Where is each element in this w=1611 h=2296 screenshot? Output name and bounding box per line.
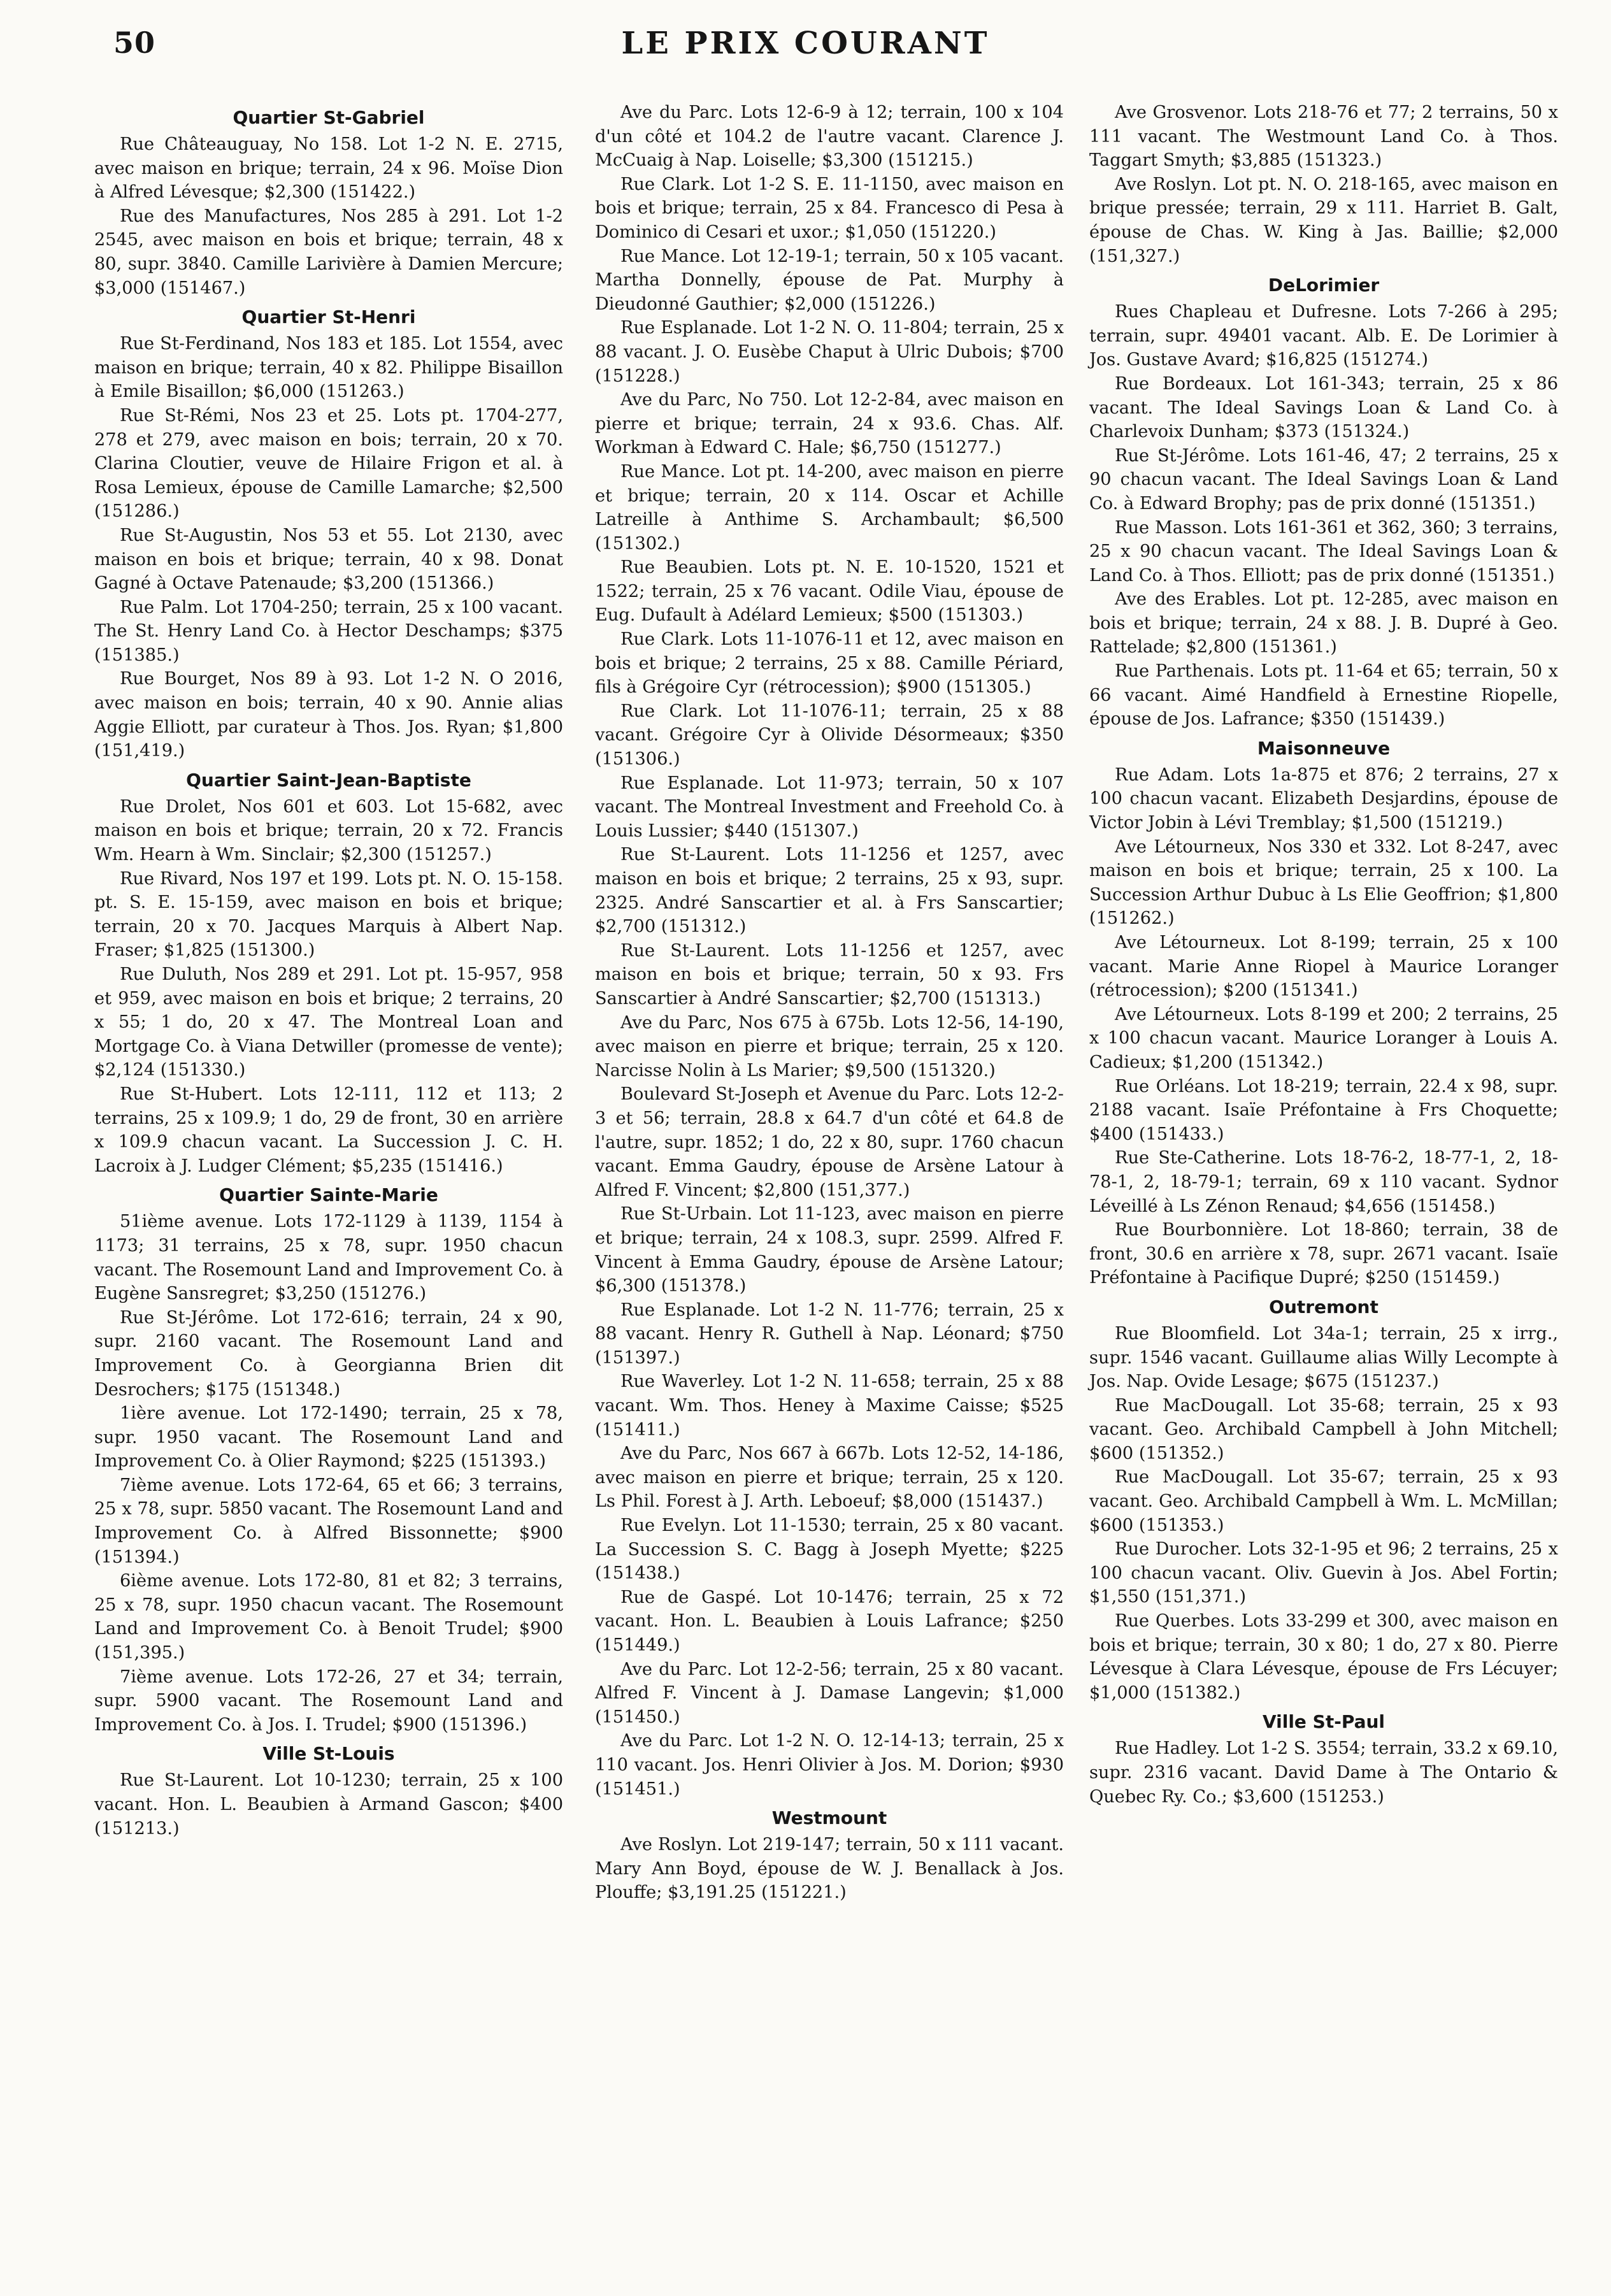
section-heading: DeLorimier <box>1268 275 1380 296</box>
listing-entry: Rue Châteauguay, No 158. Lot 1-2 N. E. 2715, avec maison en brique; terrain, 24 x 96. Moïse Dion à Alfred Lévesque; $2,300 (151422.) <box>94 134 563 203</box>
section-heading: Outremont <box>1269 1296 1378 1317</box>
section-heading: Ville St-Louis <box>262 1743 395 1765</box>
listing-entry: Rue Bourbonnière. Lot 18-860; terrain, 38 de front, 30.6 en arrière x 78, supr. 2671 vacant. Isaïe Préfontaine à Pacifique Dupré; $250 (151459.) <box>1089 1220 1558 1288</box>
listing-entry: Ave Létourneux. Lot 8-199; terrain, 25 x 100 vacant. Marie Anne Riopel à Maurice Loranger (rétrocession); $200 (151341.) <box>1089 933 1558 1001</box>
listing-entry: Rue Waverley. Lot 1-2 N. 11-658; terrain, 25 x 88 vacant. Wm. Thos. Heney à Maxime Caisse; $525 (151411.) <box>595 1372 1064 1440</box>
listing-entry: Rue de Gaspé. Lot 10-1476; terrain, 25 x 72 vacant. Hon. L. Beaubien à Louis Lafrance; $250 (151449.) <box>595 1587 1064 1655</box>
listing-entry: Rue Bordeaux. Lot 161-343; terrain, 25 x 86 vacant. The Ideal Savings Loan & Land Co. à Charlevoix Dunham; $373 (151324.) <box>1089 373 1558 442</box>
listing-entry: Rue Mance. Lot pt. 14-200, avec maison en pierre et brique; terrain, 20 x 114. Oscar et Achille Latreille à Anthime S. Archambault; $6,500 (151302.) <box>595 461 1064 554</box>
listing-entry: Rue MacDougall. Lot 35-67; terrain, 25 x 93 vacant. Geo. Archibald Campbell à Wm. L. McMillan; $600 (151353.) <box>1089 1467 1558 1535</box>
listing-entry: 7ième avenue. Lots 172-64, 65 et 66; 3 terrains, 25 x 78, supr. 5850 vacant. The Rosemount Land and Improvement Co. à Alfred Bissonnette; $900 (151394.) <box>94 1475 563 1567</box>
section-heading: Quartier Saint-Jean-Baptiste <box>186 769 471 791</box>
page-number: 50 <box>113 25 156 60</box>
listing-entry: Rue Masson. Lots 161-361 et 362, 360; 3 terrains, 25 x 90 chacun vacant. The Ideal Savings Loan & Land Co. à Thos. Elliott; pas de prix donné (151351.) <box>1089 517 1558 585</box>
listing-entry: Rue St-Rémi, Nos 23 et 25. Lots pt. 1704-277, 278 et 279, avec maison en bois; terrain, 20 x 70. Clarina Cloutier, veuve de Hilaire Frigon et al. à Rosa Lemieux, épouse de Camille Lamarche; $2,500 (151286.) <box>94 405 563 522</box>
listing-entry: Rue St-Jérôme. Lots 161-46, 47; 2 terrains, 25 x 90 chacun vacant. The Ideal Savings Loan & Land Co. à Edward Brophy; pas de prix donné (151351.) <box>1089 445 1558 513</box>
listing-entry: Ave Létourneux, Nos 330 et 332. Lot 8-247, avec maison en bois et brique; terrain, 25 x 100. La Succession Arthur Dubuc à Ls Elie Geoffrion; $1,800 (151262.) <box>1089 836 1558 929</box>
listing-entry: Ave Grosvenor. Lots 218-76 et 77; 2 terrains, 50 x 111 vacant. The Westmount Land Co. à Thos. Taggart Smyth; $3,885 (151323.) <box>1089 103 1558 171</box>
listing-entry: Rue St-Ferdinand, Nos 183 et 185. Lot 1554, avec maison en brique; terrain, 40 x 82. Philippe Bisaillon à Emile Bisaillon; $6,000 (151263.) <box>94 334 563 402</box>
listing-entry: Rue Hadley. Lot 1-2 S. 3554; terrain, 33.2 x 69.10, supr. 2316 vacant. David Dame à The Ontario & Quebec Ry. Co.; $3,600 (151253.) <box>1089 1739 1558 1807</box>
listing-entry: Rue Esplanade. Lot 11-973; terrain, 50 x 107 vacant. The Montreal Investment and Freehold Co. à Louis Lussier; $440 (151307.) <box>595 773 1064 841</box>
listing-entry: Ave du Parc. Lot 1-2 N. O. 12-14-13; terrain, 25 x 110 vacant. Jos. Henri Olivier à Jos. M. Dorion; $930 (151451.) <box>595 1731 1064 1799</box>
listing-entry: 7ième avenue. Lots 172-26, 27 et 34; terrain, supr. 5900 vacant. The Rosemount Land and Improvement Co. à Jos. I. Trudel; $900 (151396.) <box>94 1667 563 1735</box>
listing-entry: Rue St-Laurent. Lots 11-1256 et 1257, avec maison en bois et brique; terrain, 50 x 93. Frs Sanscartier à André Sanscartier; $2,700 (151313.) <box>595 940 1064 1008</box>
listing-entry: Rue Bloomfield. Lot 34a-1; terrain, 25 x irrg., supr. 1546 vacant. Guillaume alias Willy Lecompte à Jos. Nap. Ovide Lesage; $675 (151237.) <box>1089 1323 1558 1392</box>
listing-entry: Ave du Parc. Lots 12-6-9 à 12; terrain, 100 x 104 d'un côté et 104.2 de l'autre vacant. Clarence J. McCuaig à Nap. Loiselle; $3,300 (151215.) <box>595 103 1064 171</box>
listing-entry: Rue Clark. Lots 11-1076-11 et 12, avec maison en bois et brique; 2 terrains, 25 x 88. Camille Périard, fils à Grégoire Cyr (rétrocession); $900 (151305.) <box>595 629 1064 698</box>
listing-entry: Rues Chapleau et Dufresne. Lots 7-266 à 295; terrain, supr. 49401 vacant. Alb. E. De Lorimier à Jos. Gustave Avard; $16,825 (151274.) <box>1089 302 1558 370</box>
listing-entry: Ave des Erables. Lot pt. 12-285, avec maison en bois et brique; terrain, 24 x 88. J. B. Dupré à Geo. Rattelade; $2,800 (151361.) <box>1089 589 1558 657</box>
listing-entry: Boulevard St-Joseph et Avenue du Parc. Lots 12-2-3 et 56; terrain, 28.8 x 64.7 d'un côté et 64.8 de l'autre, supr. 1852; 1 do, 22 x 80, supr. 1760 chacun vacant. Emma Gaudry, épouse de Arsène Latour à Alfred F. Vincent; $2,800 (151,377.) <box>595 1084 1064 1200</box>
listing-entry: Rue Beaubien. Lots pt. N. E. 10-1520, 1521 et 1522; terrain, 25 x 76 vacant. Odile Viau, épouse de Eug. Dufault à Adélard Lemieux; $500 (151303.) <box>595 557 1064 626</box>
listing-entry: Rue St-Laurent. Lots 11-1256 et 1257, avec maison en bois et brique; 2 terrains, 25 x 93, supr. 2325. André Sanscartier et al. à Frs Sanscartier; $2,700 (151312.) <box>595 845 1064 937</box>
listing-entry: Rue Durocher. Lots 32-1-95 et 96; 2 terrains, 25 x 100 chacun vacant. Oliv. Guevin à Jos. Abel Fortin; $1,550 (151,371.) <box>1089 1539 1558 1607</box>
listing-entry: Rue Esplanade. Lot 1-2 N. O. 11-804; terrain, 25 x 88 vacant. J. O. Eusèbe Chaput à Ulric Dubois; $700 (151228.) <box>595 318 1064 386</box>
listing-entry: Rue St-Hubert. Lots 12-111, 112 et 113; 2 terrains, 25 x 109.9; 1 do, 29 de front, 30 en arrière x 109.9 chacun vacant. La Succession J. C. H. Lacroix à J. Ludger Clément; $5,235 (151416.) <box>94 1084 563 1176</box>
listing-entry: Rue St-Augustin, Nos 53 et 55. Lot 2130, avec maison en bois et brique; terrain, 40 x 98. Donat Gagné à Octave Patenaude; $3,200 (151366.) <box>94 525 563 594</box>
listing-entry: Rue Evelyn. Lot 11-1530; terrain, 25 x 80 vacant. La Succession S. C. Bagg à Joseph Myette; $225 (151438.) <box>595 1516 1064 1584</box>
section-heading: Maisonneuve <box>1257 737 1391 759</box>
listing-entry: Rue Palm. Lot 1704-250; terrain, 25 x 100 vacant. The St. Henry Land Co. à Hector Deschamps; $375 (151385.) <box>94 597 563 665</box>
listing-entry: Ave Roslyn. Lot pt. N. O. 218-165, avec maison en brique pressée; terrain, 29 x 111. Harriet B. Galt, épouse de Chas. W. King à Jas. Baillie; $2,000 (151,327.) <box>1089 174 1558 266</box>
column-3 <box>1089 101 1558 1809</box>
listing-entry: Rue MacDougall. Lot 35-68; terrain, 25 x 93 vacant. Geo. Archibald Campbell à John Mitchell; $600 (151352.) <box>1089 1395 1558 1463</box>
section-heading: Ville St-Paul <box>1262 1711 1385 1733</box>
listing-entry: Ave Létourneux. Lots 8-199 et 200; 2 terrains, 25 x 100 chacun vacant. Maurice Loranger à Louis A. Cadieux; $1,200 (151342.) <box>1089 1004 1558 1072</box>
listing-entry: Ave Roslyn. Lot 219-147; terrain, 50 x 111 vacant. Mary Ann Boyd, épouse de W. J. Benallack à Jos. Plouffe; $3,191.25 (151221.) <box>595 1835 1064 1903</box>
section-heading: Quartier St-Gabriel <box>233 107 425 128</box>
listing-entry: Rue Bourget, Nos 89 à 93. Lot 1-2 N. O 2016, avec maison en bois; terrain, 40 x 90. Annie alias Aggie Elliott, par curateur à Thos. Jos. Ryan; $1,800 (151,419.) <box>94 669 563 761</box>
section-heading: Westmount <box>771 1807 887 1829</box>
listing-entry: Rue Clark. Lot 1-2 S. E. 11-1150, avec maison en bois et brique; terrain, 25 x 84. Francesco di Pesa à Dominico di Cesari et uxor.; $1,050 (151220.) <box>595 174 1064 242</box>
listing-entry: Ave du Parc. Lot 12-2-56; terrain, 25 x 80 vacant. Alfred F. Vincent à J. Damase Langevin; $1,000 (151450.) <box>595 1659 1064 1727</box>
listing-entry: Ave du Parc, No 750. Lot 12-2-84, avec maison en pierre et brique; terrain, 24 x 93.6. Chas. Alf. Workman à Edward C. Hale; $6,750 (151277.) <box>595 390 1064 458</box>
section-heading: Quartier Sainte-Marie <box>219 1184 438 1206</box>
journal-title: LE PRIX COURANT <box>621 25 990 61</box>
listing-entry: 51ième avenue. Lots 172-1129 à 1139, 1154 à 1173; 31 terrains, 25 x 78, supr. 1950 chacun vacant. The Rosemount Land and Improvement Co. à Eugène Sansregret; $3,250 (151276.) <box>94 1212 563 1304</box>
listing-entry: Rue Parthenais. Lots pt. 11-64 et 65; terrain, 50 x 66 vacant. Aimé Handfield à Ernestine Riopelle, épouse de Jos. Lafrance; $350 (151439.) <box>1089 661 1558 729</box>
listing-entry: Rue Ste-Catherine. Lots 18-76-2, 18-77-1, 2, 18-78-1, 2, 18-79-1; terrain, 69 x 110 vacant. Sydnor Léveillé à Ls Zénon Renaud; $4,656 (151458.) <box>1089 1148 1558 1216</box>
listing-entry: 6ième avenue. Lots 172-80, 81 et 82; 3 terrains, 25 x 78, supr. 1950 chacun vacant. The Rosemount Land and Improvement Co. à Benoit Trudel; $900 (151,395.) <box>94 1571 563 1663</box>
listing-entry: Rue des Manufactures, Nos 285 à 291. Lot 1-2 2545, avec maison en bois et brique; terrain, 48 x 80, supr. 3840. Camille Larivière à Damien Mercure; $3,000 (151467.) <box>94 206 563 298</box>
listing-entry: Rue Querbes. Lots 33-299 et 300, avec maison en bois et brique; terrain, 30 x 80; 1 do, 27 x 80. Pierre Lévesque à Clara Lévesque, épouse de Frs Lécuyer; $1,000 (151382.) <box>1089 1611 1558 1703</box>
listing-entry: 1ière avenue. Lot 172-1490; terrain, 25 x 78, supr. 1950 vacant. The Rosemount Land and Improvement Co. à Olier Raymond; $225 (151393.) <box>94 1403 563 1472</box>
listing-entry: Ave du Parc, Nos 667 à 667b. Lots 12-52, 14-186, avec maison en pierre et brique; terrain, 25 x 120. Ls Phil. Forest à J. Arth. Leboeuf; $8,000 (151437.) <box>595 1444 1064 1512</box>
listing-entry: Rue Drolet, Nos 601 et 603. Lot 15-682, avec maison en bois et brique; terrain, 20 x 72. Francis Wm. Hearn à Wm. Sinclair; $2,300 (151257.) <box>94 796 563 865</box>
listing-entry: Rue Esplanade. Lot 1-2 N. 11-776; terrain, 25 x 88 vacant. Henry R. Guthell à Nap. Léonard; $750 (151397.) <box>595 1300 1064 1368</box>
listing-entry: Rue Duluth, Nos 289 et 291. Lot pt. 15-957, 958 et 959, avec maison en bois et brique; 2 terrains, 20 x 55; 1 do, 20 x 47. The Montreal Loan and Mortgage Co. à Viana Detwiller (promesse de vente); $2,124 (151330.) <box>94 965 563 1080</box>
listing-entry: Rue Adam. Lots 1a-875 et 876; 2 terrains, 27 x 100 chacun vacant. Elizabeth Desjardins, épouse de Victor Jobin à Lévi Tremblay; $1,500 (151219.) <box>1089 764 1558 833</box>
column-2 <box>595 101 1064 1905</box>
listing-entry: Rue Orléans. Lot 18-219; terrain, 22.4 x 98, supr. 2188 vacant. Isaïe Préfontaine à Frs Choquette; $400 (151433.) <box>1089 1076 1558 1144</box>
listing-entry: Rue St-Urbain. Lot 11-123, avec maison en pierre et brique; terrain, 24 x 108.3, supr. 2599. Alfred F. Vincent à Emma Gaudry, épouse de Arsène Latour; $6,300 (151378.) <box>595 1204 1064 1296</box>
column-1 <box>94 101 563 1840</box>
listing-entry: Ave du Parc, Nos 675 à 675b. Lots 12-56, 14-190, avec maison en pierre et brique; terrain, 25 x 120. Narcisse Nolin à Ls Marier; $9,500 (151320.) <box>595 1012 1064 1080</box>
listing-entry: Rue St-Laurent. Lot 10-1230; terrain, 25 x 100 vacant. Hon. L. Beaubien à Armand Gascon; $400 (151213.) <box>94 1770 563 1839</box>
section-heading: Quartier St-Henri <box>241 306 416 328</box>
listing-entry: Rue St-Jérôme. Lot 172-616; terrain, 24 x 90, supr. 2160 vacant. The Rosemount Land and Improvement Co. à Georgianna Brien dit Desrochers; $175 (151348.) <box>94 1307 563 1400</box>
listing-entry: Rue Rivard, Nos 197 et 199. Lots pt. N. O. 15-158. pt. S. E. 15-159, avec maison en bois et brique; terrain, 20 x 70. Jacques Marquis à Albert Nap. Fraser; $1,825 (151300.) <box>94 868 563 961</box>
listing-entry: Rue Clark. Lot 11-1076-11; terrain, 25 x 88 vacant. Grégoire Cyr à Olivide Désormeaux; $350 (151306.) <box>595 701 1064 770</box>
listing-entry: Rue Mance. Lot 12-19-1; terrain, 50 x 105 vacant. Martha Donnelly, épouse de Pat. Murphy à Dieudonné Gauthier; $2,000 (151226.) <box>595 246 1064 314</box>
